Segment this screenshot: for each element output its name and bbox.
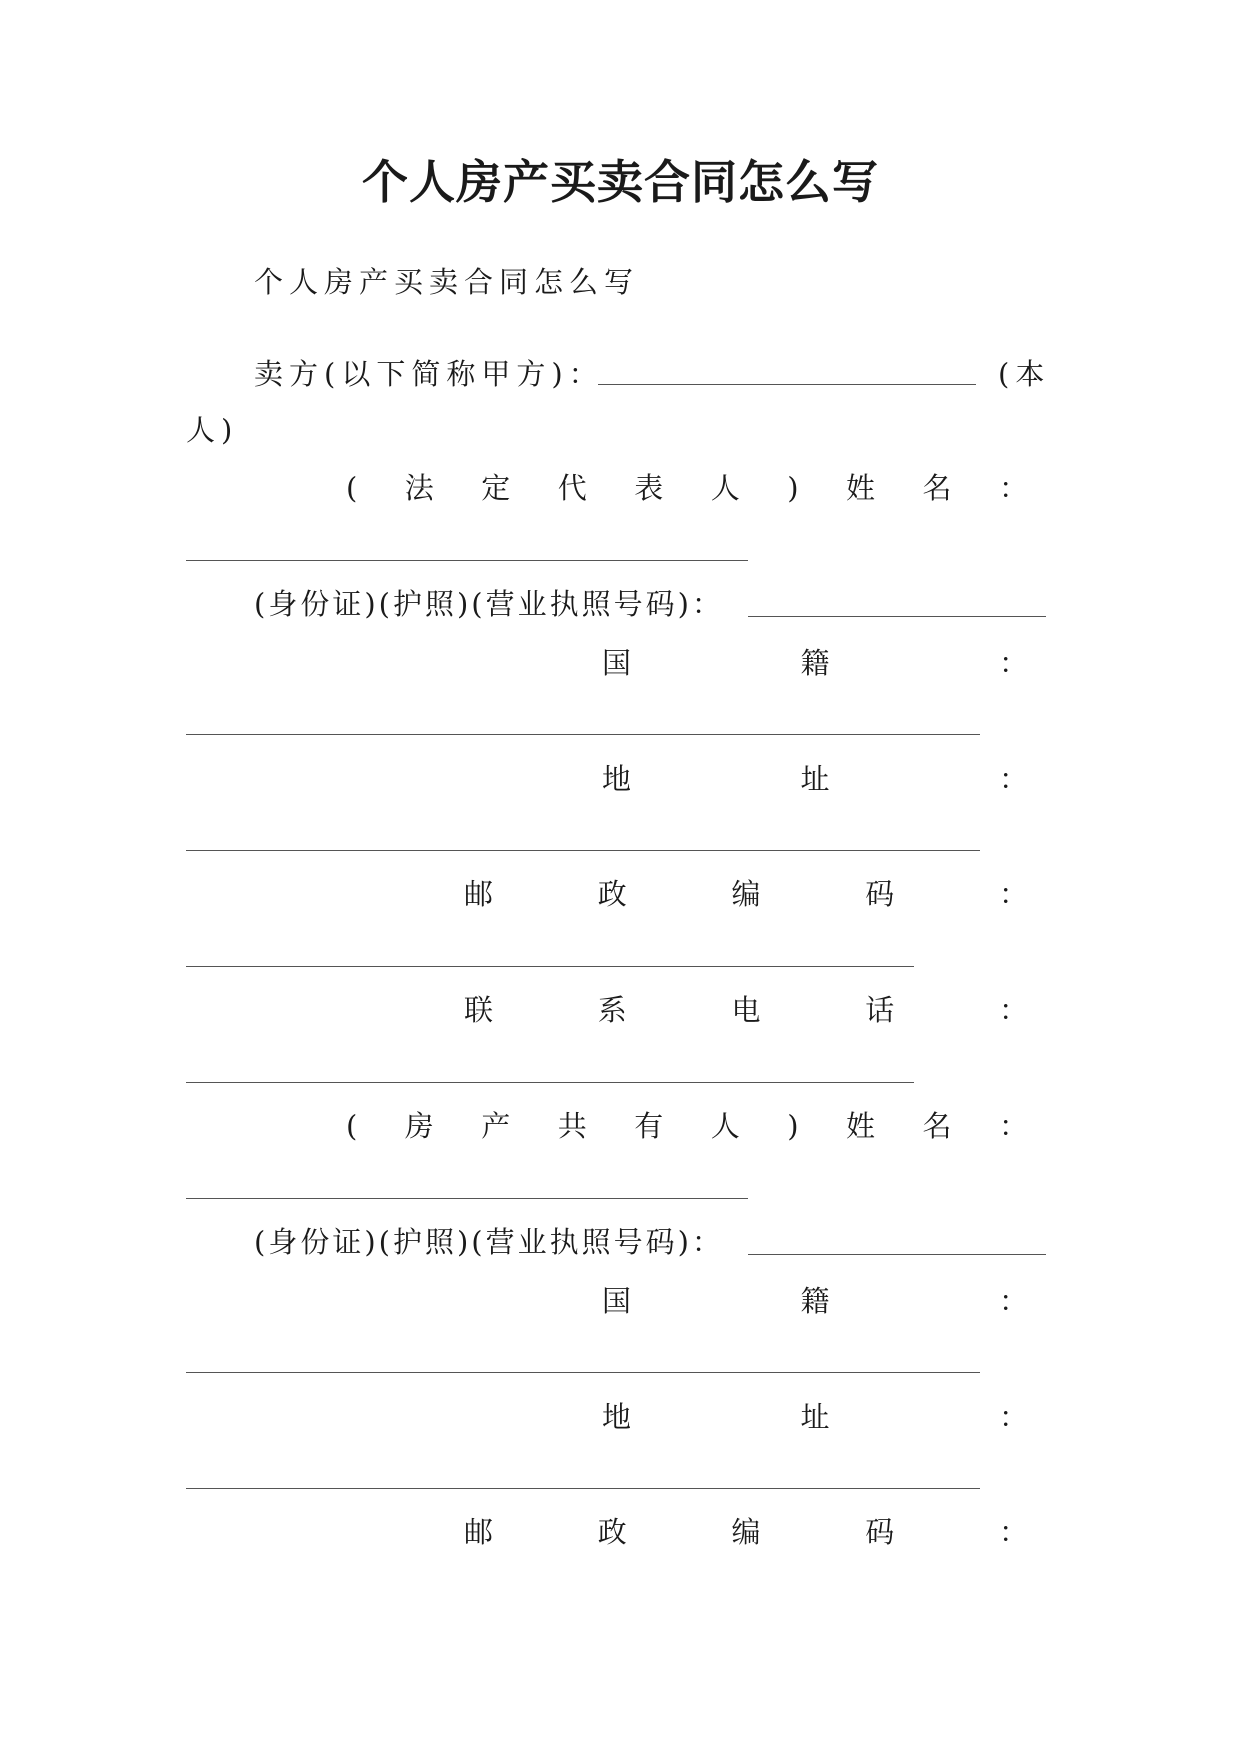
legal-rep-blank-line: [186, 560, 748, 561]
coowner-nationality-blank-line: [186, 1372, 980, 1373]
label-char: 地: [602, 762, 632, 796]
label-char: 地: [602, 1400, 632, 1434]
coowner-nationality-label: [602, 1281, 1028, 1321]
label-char: 话: [865, 993, 895, 1027]
legal-rep-name-label: [346, 468, 1028, 508]
label-char: ：: [998, 1109, 1028, 1143]
coowner-id-number-blank-line: [748, 1254, 1046, 1255]
label-char: (: [346, 1109, 358, 1143]
id-number-label: (身份证)(护照)(营业执照号码)：: [254, 587, 724, 621]
id-number-blank-line: [748, 616, 1046, 617]
postcode-label: [464, 874, 1028, 914]
label-char: 姓: [846, 1109, 876, 1143]
label-char: 国: [602, 646, 632, 680]
coowner-address-blank-line: [186, 1488, 980, 1489]
phone-blank-line: [186, 1082, 914, 1083]
label-char: 房: [404, 1109, 434, 1143]
seller-label: 卖方(以下简称甲方)：: [254, 357, 604, 391]
label-char: ：: [998, 993, 1028, 1027]
phone-label: [464, 990, 1028, 1030]
label-char: 籍: [800, 1284, 830, 1318]
coowner-name-blank-line: [186, 1198, 748, 1199]
seller-suffix-end: 人): [186, 413, 239, 447]
label-char: 国: [602, 1284, 632, 1318]
label-char: ：: [998, 471, 1028, 505]
label-char: 码: [865, 1515, 895, 1549]
seller-blank-line: [598, 384, 976, 385]
label-char: 人: [710, 1109, 740, 1143]
coowner-name-label: [346, 1106, 1028, 1146]
label-char: 表: [634, 471, 664, 505]
label-char: 名: [922, 1109, 952, 1143]
nationality-label: [602, 643, 1028, 683]
label-char: 电: [731, 993, 761, 1027]
coowner-address-label: [602, 1397, 1028, 1437]
label-char: ：: [998, 877, 1028, 911]
label-char: (: [346, 471, 358, 505]
label-char: 产: [481, 1109, 511, 1143]
label-char: ): [787, 1109, 799, 1143]
label-char: 址: [800, 1400, 830, 1434]
label-char: 系: [597, 993, 627, 1027]
nationality-blank-line: [186, 734, 980, 735]
label-char: 籍: [800, 646, 830, 680]
address-label: [602, 759, 1028, 799]
address-blank-line: [186, 850, 980, 851]
label-char: 政: [597, 877, 627, 911]
label-char: ：: [998, 1400, 1028, 1434]
label-char: 政: [597, 1515, 627, 1549]
label-char: ：: [998, 1284, 1028, 1318]
label-char: 邮: [464, 1515, 494, 1549]
label-char: 有: [634, 1109, 664, 1143]
seller-suffix-start: (本: [998, 357, 1051, 391]
label-char: ：: [998, 1515, 1028, 1549]
label-char: 码: [865, 877, 895, 911]
postcode-blank-line: [186, 966, 914, 967]
label-char: 名: [922, 471, 952, 505]
label-char: ：: [998, 762, 1028, 796]
label-char: 姓: [846, 471, 876, 505]
label-char: 邮: [464, 877, 494, 911]
document-title: 个人房产买卖合同怎么写: [362, 155, 879, 209]
label-char: 联: [464, 993, 494, 1027]
document-subtitle: 个人房产买卖合同怎么写: [254, 265, 640, 299]
label-char: ): [787, 471, 799, 505]
label-char: ：: [998, 646, 1028, 680]
coowner-id-number-label: (身份证)(护照)(营业执照号码)：: [254, 1225, 724, 1259]
coowner-postcode-label: [464, 1512, 1028, 1552]
label-char: 址: [800, 762, 830, 796]
label-char: 定: [481, 471, 511, 505]
label-char: 代: [557, 471, 587, 505]
label-char: 人: [710, 471, 740, 505]
label-char: 编: [731, 877, 761, 911]
label-char: 法: [404, 471, 434, 505]
label-char: 编: [731, 1515, 761, 1549]
label-char: 共: [557, 1109, 587, 1143]
